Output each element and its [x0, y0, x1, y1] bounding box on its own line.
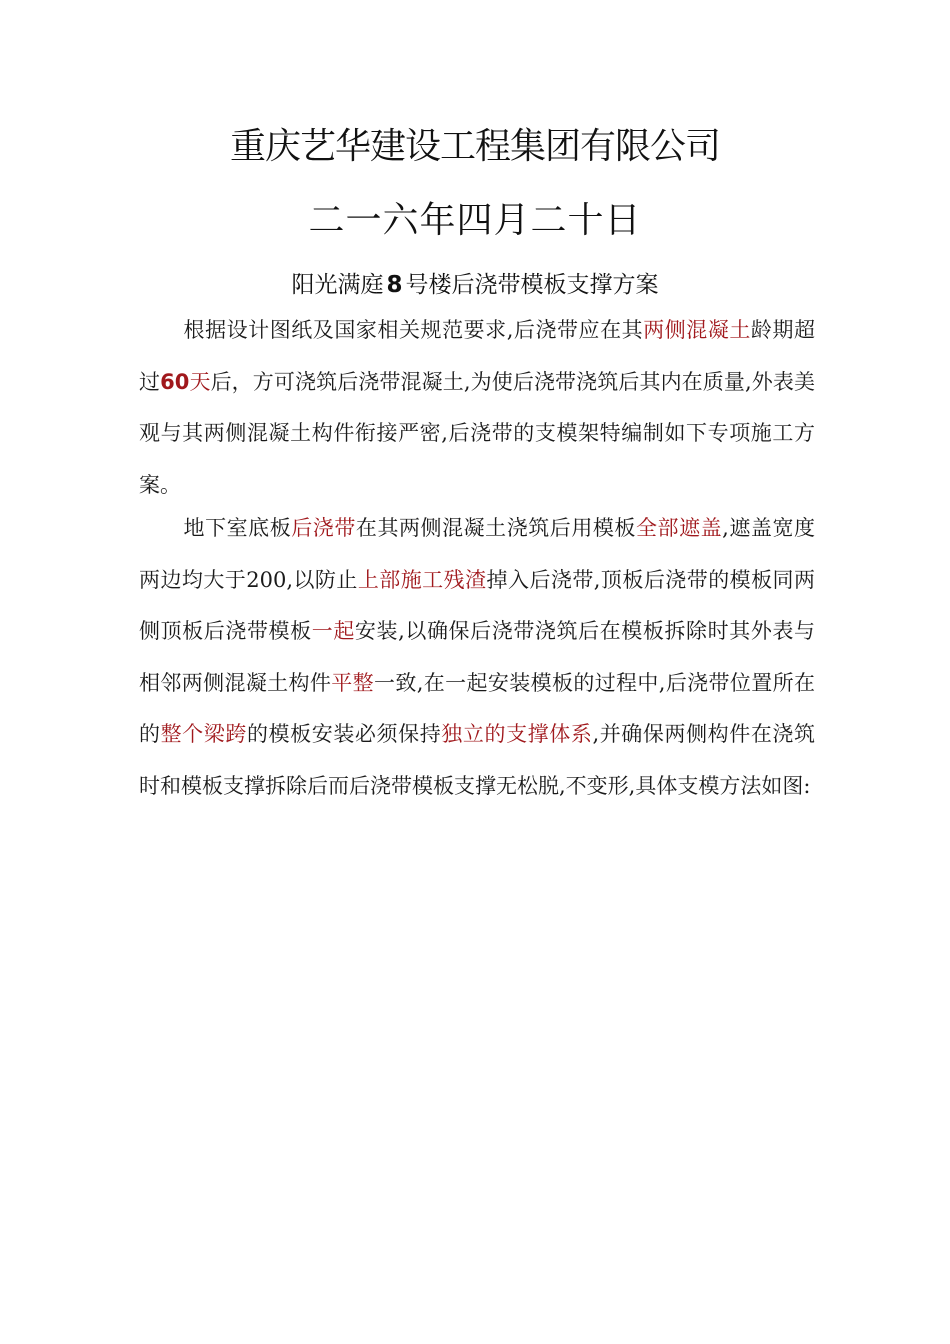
p2-text-7: 的模板安装必须保持 — [246, 722, 442, 746]
company-name: 重庆艺华建设工程集团有限公司 — [229, 126, 720, 167]
p2-highlight-together: 一起 — [311, 619, 355, 643]
p2-highlight-flat: 平整 — [331, 670, 375, 695]
document-date: 二一六年四月二十日 — [308, 200, 642, 241]
p2-highlight-construction-debris: 上部施工残渣 — [357, 567, 487, 592]
p2-text-1: 地下室底板 — [183, 516, 292, 540]
title-building-number: 8 — [386, 272, 403, 298]
p2-text-5: 安装,以确保后浇带浇筑后在模板拆除时其外表与相邻两侧混凝土构件 — [139, 619, 816, 695]
p1-highlight-days-unit: 天 — [189, 369, 211, 394]
p2-highlight-whole-beam-span: 整个梁跨 — [160, 722, 247, 746]
p2-text-4: 掉入后浇带,顶板后浇带的模板同两侧顶板后浇带模板 — [139, 567, 815, 643]
document-title — [0, 266, 950, 299]
p2-text-8: ,并确保两侧构件在浇筑时和模板支撑拆除后而后浇带模板支撑无松脱,不变形,具体支模方法如图: — [139, 722, 816, 798]
p2-highlight-post-pour-strip: 后浇带 — [291, 516, 356, 540]
p1-text-1: 根据设计图纸及国家相关规范要求,后浇带应在其 — [183, 318, 644, 342]
p2-highlight-fully-covered: 全部遮盖 — [635, 516, 723, 540]
paragraph-curing-requirement — [139, 305, 815, 511]
title-prefix: 阳光满庭 — [291, 272, 384, 298]
p2-text-2: 在其两侧混凝土浇筑后用模板 — [355, 516, 636, 540]
title-suffix: 号楼后浇带模板支撑方案 — [405, 272, 659, 298]
p2-text-6: 一致,在一起安装模板的过程中,后浇带位置所在的 — [139, 670, 816, 746]
p1-highlight-both-sides-concrete: 两侧混凝土 — [643, 318, 751, 342]
paragraph-formwork-method — [139, 503, 815, 812]
p2-highlight-independent-support: 独立的支撑体系 — [441, 722, 593, 746]
p1-text-2: 龄期超过 — [139, 318, 815, 394]
p1-text-3: 后，方可浇筑后浇带混凝土,为使后浇带浇筑后其内在质量,外表美观与其两侧混凝土构件衔接严密,后浇带的支模架特编制如下专项施工方案。 — [139, 369, 815, 497]
p1-highlight-days-number: 60 — [160, 369, 190, 394]
p2-text-3: ,遮盖宽度两边均大于200,以防止 — [139, 516, 816, 592]
